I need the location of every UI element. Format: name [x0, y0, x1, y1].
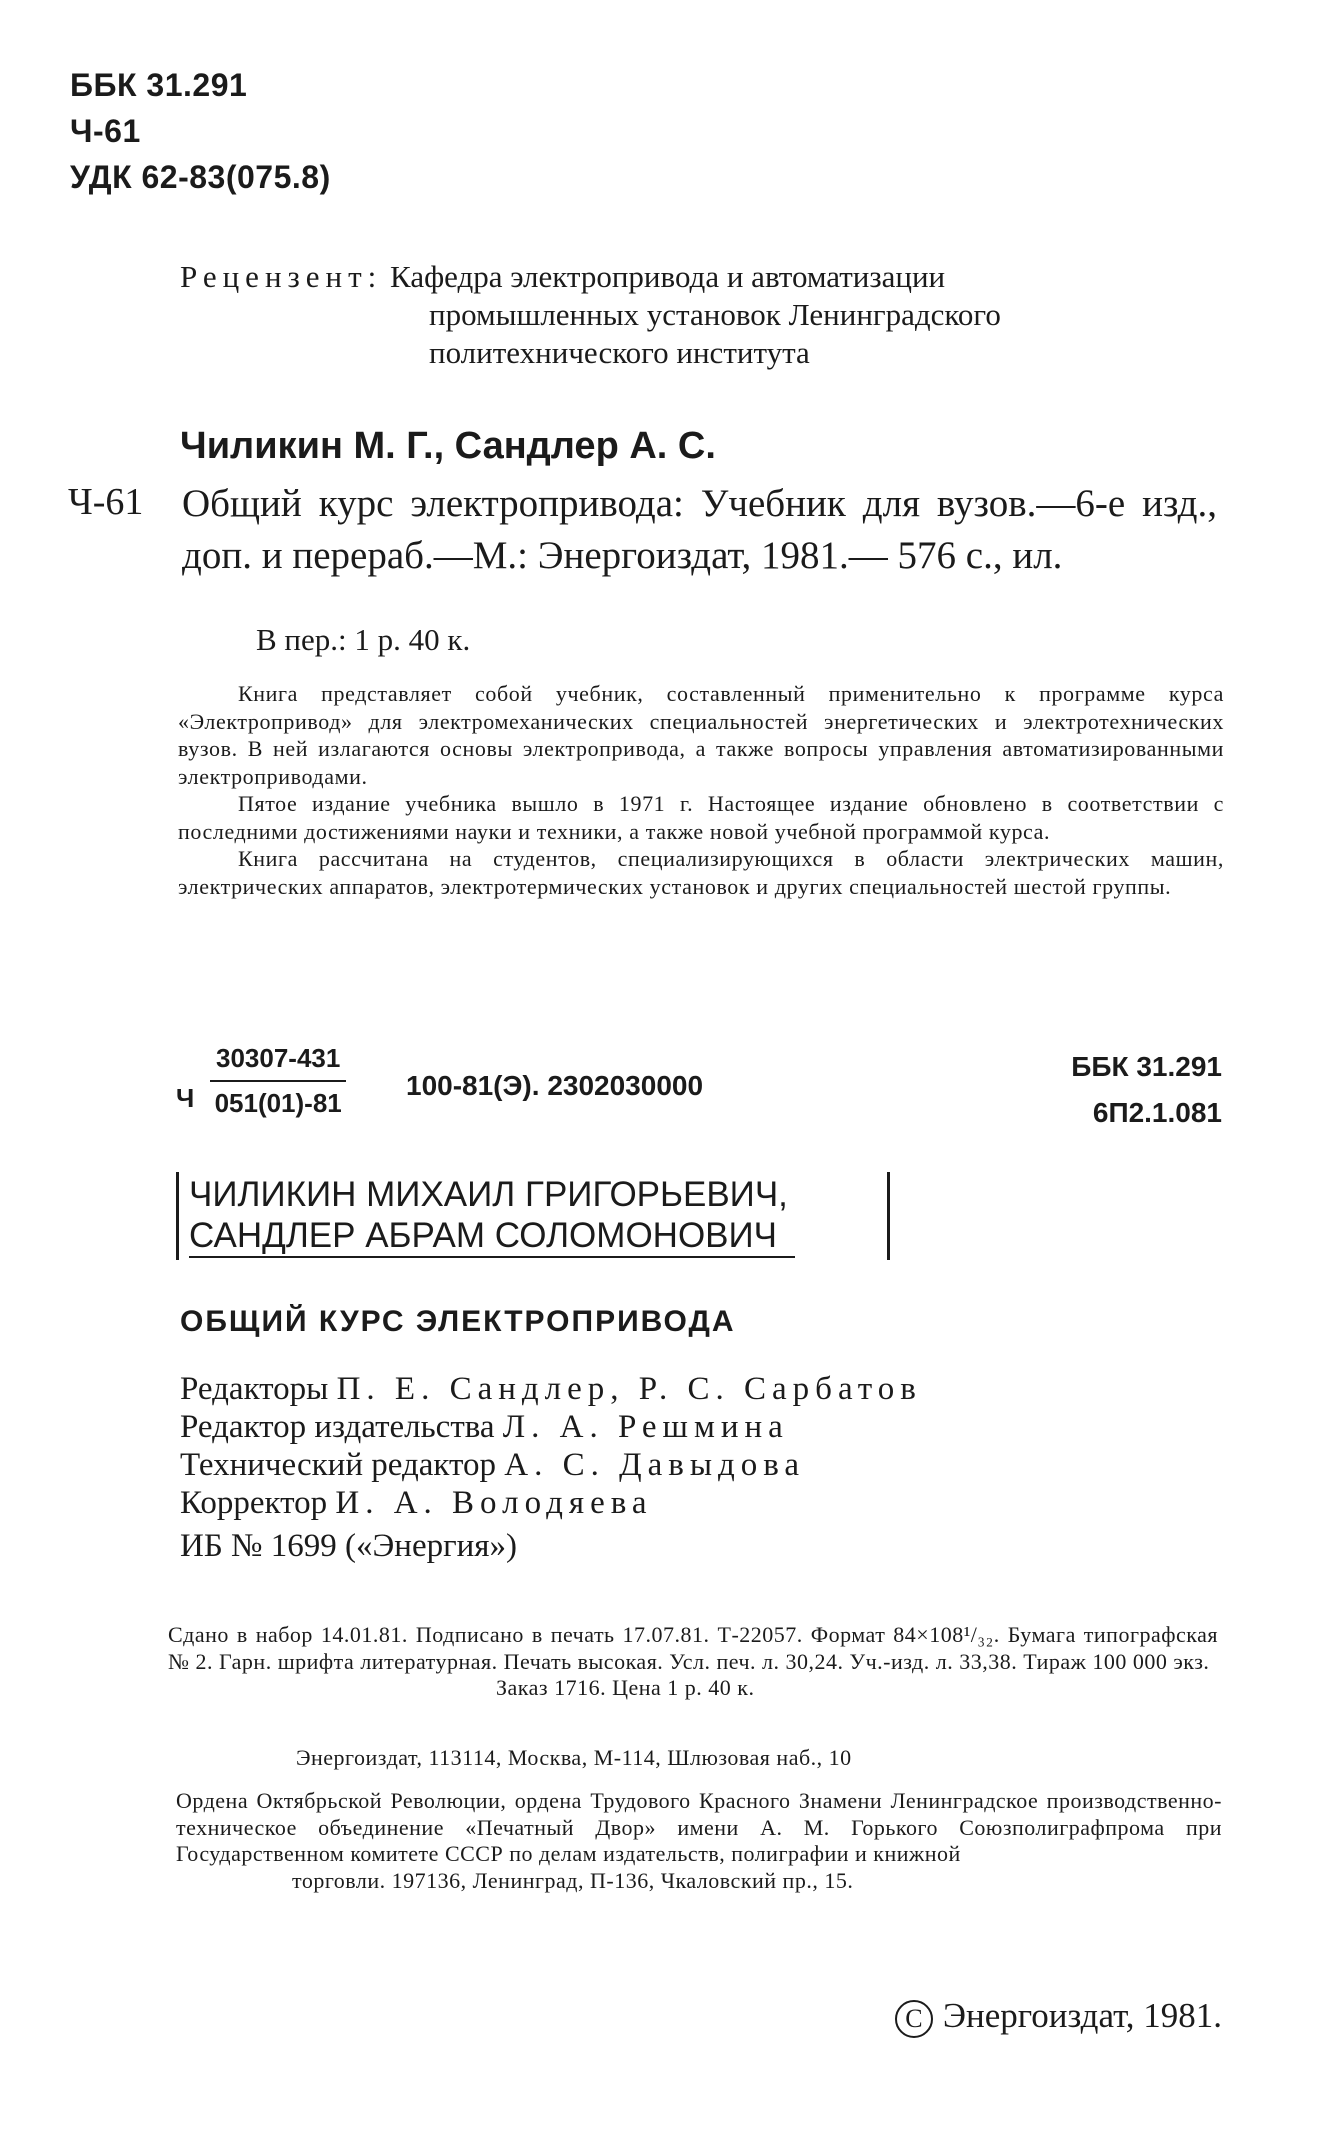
formula-fraction [210, 1043, 346, 1119]
bbk-block [1071, 1044, 1222, 1136]
abstract-paragraph-2: Пятое издание учебника вышло в 1971 г. Настоящее издание обновлено в соответствии с последними достижениями науки и техники, а также новой учебной программой курса. [178, 791, 1224, 844]
book-title: ОБЩИЙ КУРС ЭЛЕКТРОПРИВОДА [180, 1305, 736, 1338]
credit-technical-editor [180, 1446, 922, 1484]
credit-publishing-editor [180, 1408, 922, 1446]
credit-editors [180, 1370, 922, 1408]
printer-info-address: торговли. 197136, Ленинград, П-136, Чкаловский пр., 15. [292, 1867, 854, 1893]
reviewer-line-3: политехнического института [429, 335, 810, 370]
print-info-main: Сдано в набор 14.01.81. Подписано в печать 17.07.81. Т-22057. Формат 84×108¹/₃₂. Бумага типографская № 2. Гарн. шрифта литературная. Печать высокая. Усл. печ. л. 30,24. Уч.-изд. л. 33,38. Тираж 100 000 экз. [168, 1622, 1218, 1674]
copyright-text: Энергоиздат, 1981. [942, 1996, 1222, 2035]
corrector-name: И. А. Володяева [335, 1485, 653, 1521]
formula-numerator: 30307-431 [210, 1043, 346, 1082]
udk-code: УДК 62-83(075.8) [70, 159, 331, 195]
margin-code: Ч-61 [68, 481, 144, 523]
ib-number: ИБ № 1699 («Энергия») [180, 1528, 517, 1564]
reviewer-block [180, 258, 1260, 372]
bbk-code: ББК 31.291 [70, 67, 248, 103]
printer-info-main: Ордена Октябрьской Революции, ордена Трудового Красного Знамени Ленинградское производственно-техническое объединение «Печатный Двор» имени А. М. Горького Союзполиграфпрома при Государственном комитете СССР по делам издательств, полиграфии и книжной [176, 1788, 1222, 1866]
print-info [168, 1622, 1218, 1702]
classification-codes [70, 62, 331, 200]
abstract-paragraph-3: Книга рассчитана на студентов, специализирующихся в области электрических машин, электрических аппаратов, электротермических установок и других специальностей шестой группы. [178, 846, 1224, 899]
reviewer-line-2: промышленных установок Ленинградского [429, 297, 1001, 332]
technical-editor-role: Технический редактор [180, 1447, 496, 1483]
price: В пер.: 1 р. 40 к. [256, 622, 471, 657]
print-info-order: Заказ 1716. Цена 1 р. 40 к. [496, 1675, 755, 1700]
author-name-2: САНДЛЕР АБРАМ СОЛОМОНОВИЧ [189, 1215, 795, 1258]
authors-heading: Чиликин М. Г., Сандлер А. С. [180, 425, 716, 467]
abstract-paragraph-1: Книга представляет собой учебник, составленный применительно к программе курса «Электропривод» для электромеханических специальностей энергетических и электротехнических вузов. В ней излагаются основы электропривода, а также вопросы управления автоматизированными электроприводами. [178, 681, 1224, 789]
corrector-role: Корректор [180, 1485, 328, 1521]
editors-role: Редакторы [180, 1371, 329, 1407]
abstract [178, 680, 1224, 900]
credit-corrector [180, 1484, 922, 1522]
printer-info [176, 1788, 1222, 1894]
copyright-icon: C [895, 2000, 933, 2038]
copyright [895, 1996, 1222, 2038]
author-mark-code: Ч-61 [70, 113, 141, 149]
technical-editor-name: А. С. Давыдова [504, 1447, 806, 1483]
formula-code: 100-81(Э). 2302030000 [406, 1070, 704, 1101]
publishing-editor-role: Редактор издательства [180, 1409, 495, 1445]
bibliographic-description: Общий курс электропривода: Учебник для вузов.—6-е изд., доп. и перераб.—М.: Энергоиздат, 1981.— 576 с., ил. [182, 482, 1217, 577]
bbk-code-bottom: ББК 31.291 [1071, 1051, 1222, 1082]
credits [180, 1370, 922, 1522]
publisher-address: Энергоиздат, 113114, Москва, М-114, Шлюзовая наб., 10 [296, 1745, 852, 1770]
reviewer-line-1: Кафедра электропривода и автоматизации [390, 259, 946, 294]
reviewer-label: Рецензент: [180, 259, 383, 294]
editors-names: П. Е. Сандлер, Р. С. Сарбатов [336, 1371, 922, 1407]
subject-code: 6П2.1.081 [1092, 1097, 1222, 1128]
author-name-1: ЧИЛИКИН МИХАИЛ ГРИГОРЬЕВИЧ, [189, 1175, 788, 1214]
formula-denominator: 051(01)-81 [214, 1088, 342, 1118]
formula-letter: Ч [176, 1083, 195, 1113]
publishing-editor-name: Л. А. Решмина [502, 1409, 789, 1445]
author-names-box [176, 1172, 890, 1260]
